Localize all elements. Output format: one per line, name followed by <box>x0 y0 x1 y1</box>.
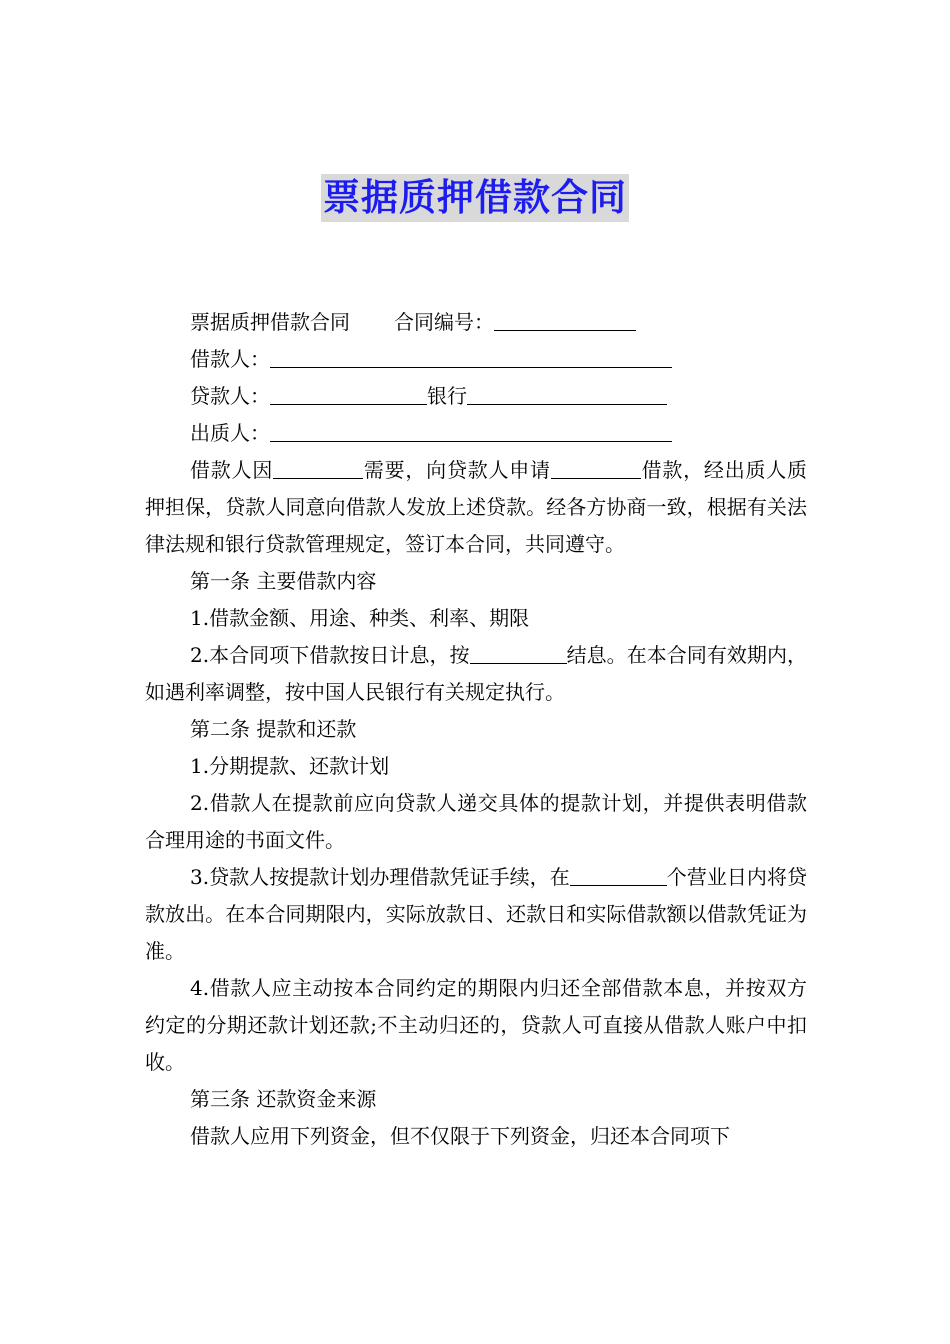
intro-part-3: 借款，经出质人质押担保，贷款人同意向借款人发放上述贷款。经各方协商一致，根据有关法律法规和银行贷款管理规定，签订本合同，共同遵守。 <box>145 458 808 556</box>
article1-item1: 1.借款金额、用途、种类、利率、期限 <box>190 606 530 630</box>
article1-item2-part-a: 2.本合同项下借款按日计息，按 <box>190 643 470 667</box>
lender-label: 贷款人： <box>190 384 270 408</box>
business-days-blank <box>570 863 667 886</box>
article1-item2-part-b: 结息。在本合同有效期内，如遇利率调整，按中国人民银行有关规定执行。 <box>145 643 807 704</box>
intro-part-1: 借款人因 <box>190 458 274 482</box>
borrower-blank <box>270 345 672 368</box>
article2-item3 <box>145 859 807 970</box>
header-line <box>145 304 807 341</box>
title-area <box>0 174 950 222</box>
contract-body <box>145 304 807 1155</box>
article3-heading: 第三条 还款资金来源 <box>190 1087 377 1111</box>
article2-item3-part-b: 个营业日内将贷款放出。在本合同期限内，实际放款日、还款日和实际借款额以借款凭证为准。 <box>145 865 807 963</box>
borrower-label: 借款人： <box>190 347 270 371</box>
amount-blank <box>551 456 641 479</box>
intro-part-2: 需要，向贷款人申请 <box>363 458 551 482</box>
article2-item1: 1.分期提款、还款计划 <box>190 754 390 778</box>
lender-blank <box>270 382 427 405</box>
lender-bank-label: 银行 <box>427 384 467 408</box>
article1-heading: 第一条 主要借款内容 <box>190 569 377 593</box>
contract-name: 票据质押借款合同 <box>190 310 350 334</box>
article2-heading: 第二条 提款和还款 <box>190 717 357 741</box>
article2-item2: 2.借款人在提款前应向贷款人递交具体的提款计划，并提供表明借款合理用途的书面文件。 <box>145 791 807 852</box>
document-title: 票据质押借款合同 <box>321 174 629 222</box>
article2-item4: 4.借款人应主动按本合同约定的期限内归还全部借款本息，并按双方约定的分期还款计划还款;不主动归还的，贷款人可直接从借款人账户中扣收。 <box>145 976 807 1074</box>
pledgor-blank <box>270 419 672 442</box>
settlement-blank <box>470 641 567 664</box>
contract-no-blank <box>494 308 636 331</box>
lender-line <box>145 378 807 415</box>
borrower-line <box>145 341 807 378</box>
contract-no-label: 合同编号： <box>394 310 494 334</box>
pledgor-line <box>145 415 807 452</box>
article1-item2 <box>145 637 807 711</box>
intro-paragraph <box>145 452 807 563</box>
article2-item3-part-a: 3.贷款人按提款计划办理借款凭证手续，在 <box>190 865 570 889</box>
pledgor-label: 出质人： <box>190 421 270 445</box>
article3-text: 借款人应用下列资金，但不仅限于下列资金，归还本合同项下 <box>190 1124 730 1148</box>
purpose-blank <box>273 456 363 479</box>
bank-blank <box>467 382 667 405</box>
